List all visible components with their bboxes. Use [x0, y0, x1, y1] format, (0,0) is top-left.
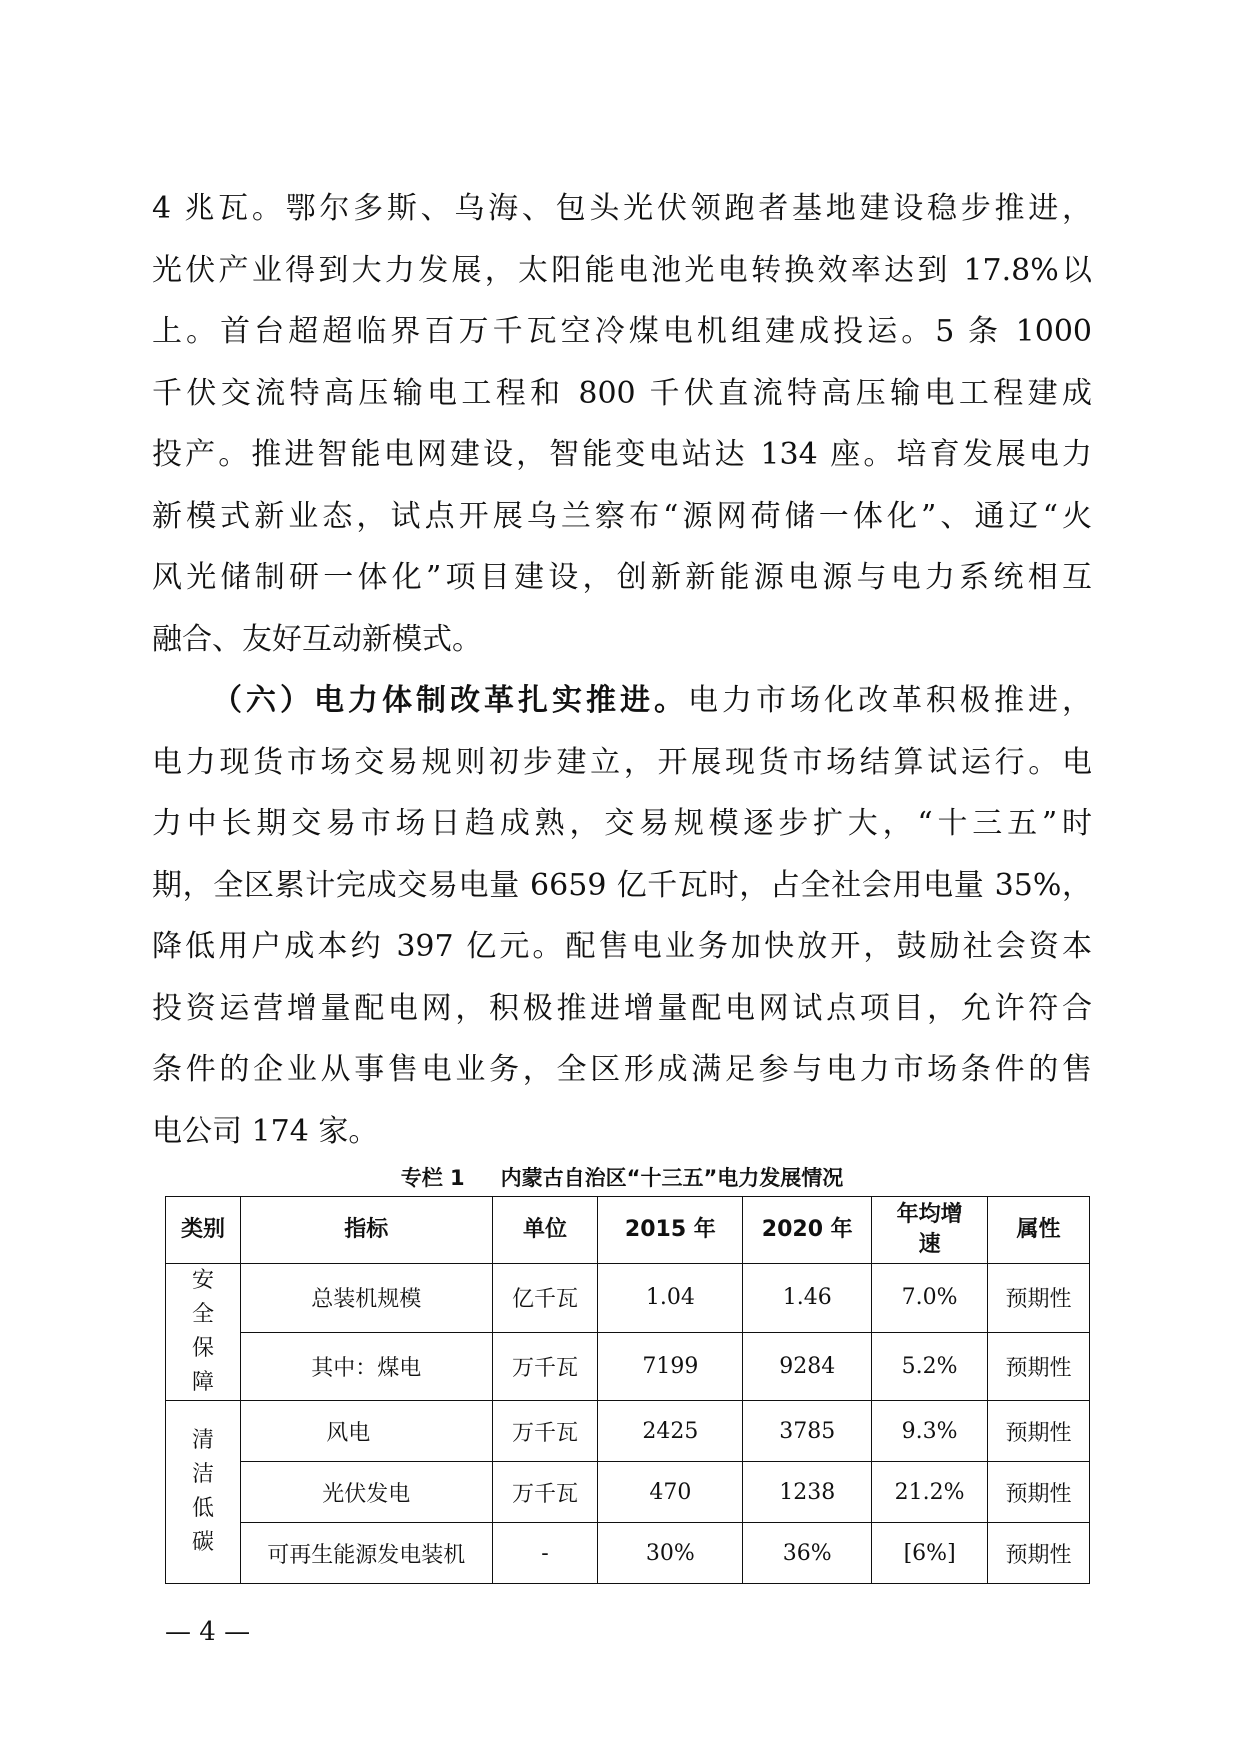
text-line: 4 兆瓦。鄂尔多斯、乌海、包头光伏领跑者基地建设稳步推进， [152, 191, 1092, 226]
paragraph-power-reform [152, 670, 1092, 1162]
table-row [166, 1332, 1090, 1401]
text-line: 电公司 174 家。 [152, 1113, 379, 1149]
table-row [166, 1462, 1090, 1523]
attribute-cell: 预期性 [988, 1401, 1090, 1462]
header-indicator: 指标 [240, 1197, 492, 1264]
unit-cell: 万千瓦 [492, 1401, 598, 1462]
attribute-cell: 预期性 [988, 1332, 1090, 1401]
text-line: 上。首台超超临界百万千瓦空冷煤电机组建成投运。5 条 1000 [152, 314, 1092, 349]
text-line: 投产。推进智能电网建设，智能变电站达 134 座。培育发展电力 [152, 437, 1092, 472]
attribute-cell: 预期性 [988, 1523, 1090, 1584]
value-2020-cell: 1238 [743, 1462, 872, 1523]
indicator-cell: 其中：煤电 [240, 1332, 492, 1401]
category-cell: 清洁低碳 [166, 1401, 241, 1584]
growth-cell: [6%] [872, 1523, 988, 1584]
table-caption [152, 1160, 1092, 1196]
header-growth: 年均增速 [872, 1197, 988, 1264]
text-line: 新模式新业态，试点开展乌兰察布“源网荷储一体化”、通辽“火 [152, 498, 1092, 534]
text-line: 光伏产业得到大力发展，太阳能电池光电转换效率达到 17.8%以 [152, 252, 1092, 288]
text-fragment: 电力市场化改革积极推进， [688, 683, 1092, 718]
value-2015-cell: 1.04 [598, 1264, 743, 1333]
text-line: 投资运营增量配电网，积极推进增量配电网试点项目，允许符合 [152, 990, 1092, 1026]
growth-cell: 7.0% [872, 1264, 988, 1333]
category-cell: 安全保障 [166, 1264, 241, 1401]
text-line: 千伏交流特高压输电工程和 800 千伏直流特高压输电工程建成 [152, 375, 1092, 411]
value-2020-cell: 9284 [743, 1332, 872, 1401]
indicator-cell: 总装机规模 [240, 1264, 492, 1333]
value-2015-cell: 7199 [598, 1332, 743, 1401]
unit-cell: 万千瓦 [492, 1462, 598, 1523]
paragraph-power-development [152, 178, 1092, 670]
text-line: 风光储制研一体化”项目建设，创新新能源电源与电力系统相互 [152, 560, 1092, 595]
caption-title: 内蒙古自治区“十三五”电力发展情况 [500, 1166, 844, 1190]
attribute-cell: 预期性 [988, 1264, 1090, 1333]
unit-cell: 亿千瓦 [492, 1264, 598, 1333]
power-development-table [165, 1196, 1090, 1584]
caption-label: 专栏 1 [400, 1166, 465, 1190]
header-2015: 2015 年 [598, 1197, 743, 1264]
text-line: 力中长期交易市场日趋成熟，交易规模逐步扩大，“十三五”时 [152, 806, 1092, 841]
text-line [152, 670, 1092, 732]
header-category: 类别 [166, 1197, 241, 1264]
value-2015-cell: 30% [598, 1523, 743, 1584]
unit-cell: - [492, 1523, 598, 1584]
page-number: — 4 — [165, 1617, 251, 1647]
value-2020-cell: 36% [743, 1523, 872, 1584]
value-2015-cell: 470 [598, 1462, 743, 1523]
unit-cell: 万千瓦 [492, 1332, 598, 1401]
text-line: 条件的企业从事售电业务，全区形成满足参与电力市场条件的售 [152, 1052, 1092, 1087]
table-row [166, 1523, 1090, 1584]
growth-cell: 5.2% [872, 1332, 988, 1401]
value-2020-cell: 1.46 [743, 1264, 872, 1333]
header-attribute: 属性 [988, 1197, 1090, 1264]
section-heading: （六）电力体制改革扎实推进。 [212, 683, 688, 718]
value-2015-cell: 2425 [598, 1401, 743, 1462]
header-unit: 单位 [492, 1197, 598, 1264]
table-row [166, 1401, 1090, 1462]
growth-cell: 21.2% [872, 1462, 988, 1523]
growth-cell: 9.3% [872, 1401, 988, 1462]
table-row [166, 1264, 1090, 1333]
value-2020-cell: 3785 [743, 1401, 872, 1462]
indicator-cell: 光伏发电 [240, 1462, 492, 1523]
indicator-cell: 可再生能源发电装机 [240, 1523, 492, 1584]
attribute-cell: 预期性 [988, 1462, 1090, 1523]
text-line: 电力现货市场交易规则初步建立，开展现货市场结算试运行。电 [152, 744, 1092, 780]
table-header-row [166, 1197, 1090, 1264]
header-2020: 2020 年 [743, 1197, 872, 1264]
text-line: 期，全区累计完成交易电量 6659 亿千瓦时，占全社会用电量 35%， [152, 867, 1092, 903]
indicator-cell: 风电 [240, 1401, 492, 1462]
text-line: 融合、友好互动新模式。 [152, 621, 482, 657]
text-line: 降低用户成本约 397 亿元。配售电业务加快放开，鼓励社会资本 [152, 929, 1092, 964]
